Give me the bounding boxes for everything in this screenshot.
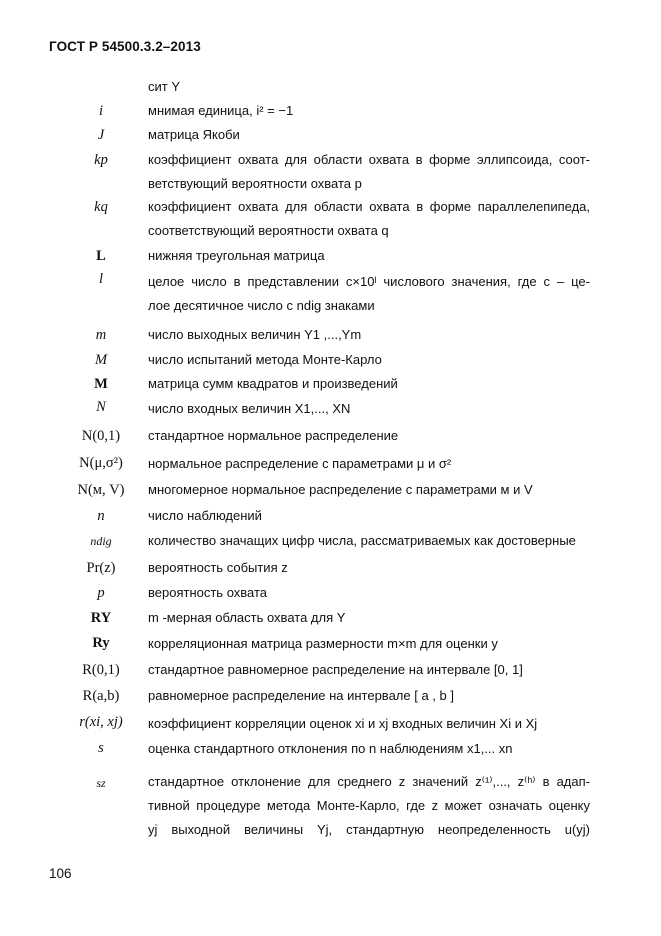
description-line: вероятность события z: [148, 560, 288, 575]
symbol-m: m: [95, 327, 107, 343]
description-line: стандартное нормальное распределение: [148, 428, 399, 443]
symbol-sz: sz: [96, 776, 106, 790]
description-N-mV: [148, 482, 590, 498]
description-Rab: [148, 688, 590, 704]
description-line: многомерное нормальное распределение с параметрами м и V: [148, 482, 533, 497]
description-N: [148, 401, 590, 417]
description-line: число наблюдений: [148, 508, 262, 523]
description-Ry: [148, 636, 590, 652]
description-L: [148, 248, 590, 264]
description-line: нижняя треугольная матрица: [148, 248, 325, 263]
description-line: число выходных величин Y1 ,...,Ym: [148, 327, 362, 342]
description-line: равномерное распределение на интервале [ a , b ]: [148, 688, 454, 703]
description-Pr-z: [148, 560, 590, 576]
symbol-Pr-z: Pr(z): [86, 560, 116, 576]
description-line: стандартное отклонение для среднего z значений z⁽¹⁾,..., z⁽ʰ⁾ в адап-: [148, 774, 590, 789]
description-sz: [148, 774, 590, 838]
description-continued: [148, 79, 590, 95]
description-M-bold: [148, 376, 590, 392]
symbol-s: s: [98, 740, 104, 756]
description-l: [148, 274, 590, 314]
description-ndig: [148, 533, 590, 549]
description-n: [148, 508, 590, 524]
symbol-M-italic: M: [94, 352, 108, 368]
description-r-xi-xj: [148, 716, 590, 732]
description-line: число входных величин X1,..., XN: [148, 401, 351, 416]
symbol-N-mu-sigma: N(μ,σ²): [79, 455, 123, 471]
description-R01: [148, 662, 590, 678]
symbol-N01: N(0,1): [81, 428, 121, 444]
description-line: корреляционная матрица размерности m×m для оценки y: [148, 636, 498, 651]
symbol-N-mV: N(м, V): [77, 482, 125, 498]
symbol-r-xi-xj: r(xi, xj): [79, 714, 123, 730]
description-line: тивной процедуре метода Монте-Карло, где z может означать оценку: [148, 798, 590, 813]
symbol-p: p: [97, 585, 105, 601]
symbol-Rab: R(a,b): [82, 688, 120, 704]
description-line: стандартное равномерное распределение на интервале [0, 1]: [148, 662, 523, 677]
description-line: коэффициент корреляции оценок xi и xj входных величин Xi и Xj: [148, 716, 538, 731]
symbol-M-bold: M: [94, 376, 108, 392]
document-header: ГОСТ Р 54500.3.2–2013: [49, 39, 201, 54]
symbol-Ry: Ry: [92, 635, 110, 651]
description-line: сит Y: [148, 79, 180, 94]
description-i: [148, 103, 590, 119]
description-J: [148, 127, 590, 143]
symbol-l: l: [98, 271, 104, 287]
symbol-kq: kq: [94, 199, 108, 215]
description-kq: [148, 199, 590, 239]
description-line: m -мерная область охвата для Y: [148, 610, 346, 625]
description-kp: [148, 152, 590, 192]
description-p: [148, 585, 590, 601]
symbol-i: i: [98, 103, 104, 119]
description-line: yj выходной величины Yj, стандартную неопределенность u(yj): [148, 822, 590, 837]
symbol-N: N: [96, 399, 106, 415]
description-line: число испытаний метода Монте-Карло: [148, 352, 382, 367]
description-line: вероятность охвата: [148, 585, 268, 600]
symbol-L: L: [96, 248, 106, 264]
symbol-R01: R(0,1): [82, 662, 120, 678]
description-line: целое число в представлении c×10ˡ числового значения, где c – це-: [148, 274, 590, 289]
description-line: соответствующий вероятности охвата q: [148, 223, 389, 238]
symbol-n: n: [97, 508, 105, 524]
description-line: мнимая единица, i² = −1: [148, 103, 294, 118]
description-line: нормальное распределение с параметрами μ и σ²: [148, 456, 452, 471]
description-line: ветствующий вероятности охвата p: [148, 176, 362, 191]
description-line: оценка стандартного отклонения по n наблюдениям x1,... xn: [148, 741, 513, 756]
description-s: [148, 741, 590, 757]
page-number: 106: [49, 866, 72, 881]
description-M-italic: [148, 352, 590, 368]
description-line: матрица сумм квадратов и произведений: [148, 376, 398, 391]
description-line: коэффициент охвата для области охвата в форме параллелепипеда,: [148, 199, 590, 214]
description-line: коэффициент охвата для области охвата в форме эллипсоида, соот-: [148, 152, 590, 167]
symbol-ndig: ndig: [90, 534, 112, 548]
description-N01: [148, 428, 590, 444]
description-m: [148, 327, 590, 343]
description-N-mu-sigma: [148, 456, 590, 472]
symbol-kp: kp: [94, 152, 108, 168]
description-line: лое десятичное число с ndig знаками: [148, 298, 375, 313]
description-RY: [148, 610, 590, 626]
description-line: количество значащих цифр числа, рассматриваемых как достоверные: [148, 533, 576, 548]
description-line: матрица Якоби: [148, 127, 240, 142]
symbol-RY: RY: [90, 610, 112, 626]
symbol-J: J: [97, 127, 105, 143]
